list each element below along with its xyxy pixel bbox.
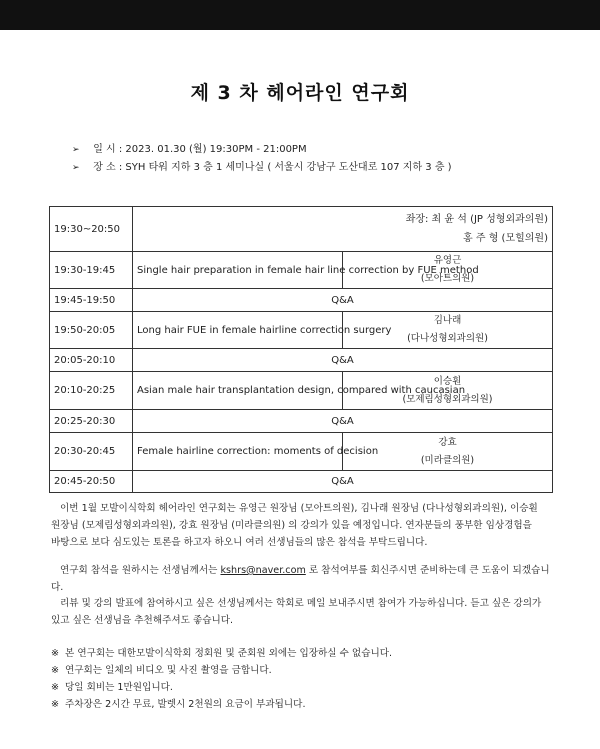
intro-line-2: 원장님 (모제림성형외과의원), 강효 원장님 (미라클의원) 의 강의가 있을 예정입니다. 연자분들의 풍부한 임상경험을 bbox=[51, 520, 532, 531]
note-text: 주차장은 2시간 무료, 발렛시 2천원의 요금이 부과됩니다. bbox=[65, 699, 306, 710]
table-row bbox=[50, 410, 553, 433]
reference-mark-icon: ※ bbox=[51, 699, 60, 710]
note-text: 당일 회비는 1만원입니다. bbox=[65, 682, 173, 693]
qa-cell: Q&A bbox=[133, 349, 553, 372]
note-text: 연구회는 일체의 비디오 및 사진 촬영을 금합니다. bbox=[65, 665, 272, 676]
rsvp-text-after: 로 참석여부를 회신주시면 준비하는데 큰 도움이 되겠습니다. bbox=[51, 565, 550, 593]
chair-line-2: 홍 주 형 (모힐의원) bbox=[463, 233, 548, 244]
topic-cell: Long hair FUE in female hairline correction surgery bbox=[133, 312, 343, 349]
reference-mark-icon: ※ bbox=[51, 665, 60, 676]
topic-cell: Female hairline correction: moments of decision bbox=[133, 433, 343, 471]
speaker-affiliation: (다나성형외과의원) bbox=[407, 333, 488, 344]
qa-cell: Q&A bbox=[133, 471, 553, 493]
time-cell: 19:50-20:05 bbox=[50, 312, 133, 349]
speaker-name: 이승훤 bbox=[433, 375, 462, 387]
arrow-bullet-icon: ➢ bbox=[72, 163, 80, 173]
date-label: 일 시 : bbox=[93, 144, 123, 155]
reference-mark-icon: ※ bbox=[51, 648, 60, 659]
time-cell: 20:45-20:50 bbox=[50, 471, 133, 493]
email-link[interactable]: kshrs@naver.com bbox=[220, 565, 306, 576]
time-cell: 20:30-20:45 bbox=[50, 433, 133, 471]
document-page bbox=[0, 30, 600, 749]
intro-line-3: 바탕으로 보다 심도있는 토론을 하고자 하오니 여러 선생님들의 많은 참석을 부탁드립니다. bbox=[51, 537, 428, 548]
intro-paragraph bbox=[51, 500, 551, 551]
table-row bbox=[50, 312, 553, 349]
document-title: 제 3 차 헤어라인 연구회 bbox=[190, 82, 410, 104]
rsvp-paragraph bbox=[51, 562, 551, 596]
participation-paragraph bbox=[51, 595, 551, 629]
participation-line-2: 있고 싶은 선생님을 추천해주셔도 좋습니다. bbox=[51, 615, 234, 626]
time-cell: 20:25-20:30 bbox=[50, 410, 133, 433]
speaker-affiliation: (모제림성형외과의원) bbox=[402, 393, 493, 405]
time-cell: 20:10-20:25 bbox=[50, 372, 133, 410]
note-item bbox=[51, 696, 306, 710]
reference-mark-icon: ※ bbox=[51, 682, 60, 693]
speaker-name: 김나래 bbox=[433, 315, 462, 326]
info-place bbox=[72, 158, 452, 173]
time-cell: 19:30-19:45 bbox=[50, 252, 133, 289]
chair-cell bbox=[133, 207, 553, 252]
intro-line-1: 이번 1월 모발이식학회 헤어라인 연구회는 유영근 원장님 (모아트의원), 김나래 원장님 (다나성형외과의원), 이승훤 bbox=[60, 503, 538, 514]
time-cell: 19:45-19:50 bbox=[50, 289, 133, 312]
time-cell: 20:05-20:10 bbox=[50, 349, 133, 372]
speaker-affiliation: (미라클의원) bbox=[420, 454, 475, 466]
table-row bbox=[50, 433, 553, 471]
place-value: SYH 타워 지하 3 층 1 세미나실 ( 서울시 강남구 도산대로 107 지하 3 층 ) bbox=[125, 162, 452, 173]
topic-cell: Single hair preparation in female hair line correction by FUE method bbox=[133, 252, 343, 289]
speaker-name: 유영근 bbox=[433, 255, 462, 266]
speaker-name: 강효 bbox=[438, 436, 457, 448]
rsvp-text-before: 연구회 참석을 원하시는 선생님께서는 bbox=[60, 565, 221, 576]
top-bar bbox=[0, 0, 600, 30]
note-item bbox=[51, 645, 392, 659]
arrow-bullet-icon: ➢ bbox=[72, 145, 80, 155]
note-item bbox=[51, 662, 272, 676]
info-date bbox=[72, 140, 307, 155]
topic-cell: Asian male hair transplantation design, compared with caucasian bbox=[133, 372, 343, 410]
table-row bbox=[50, 252, 553, 289]
chair-line-1: 좌장: 최 윤 석 (JP 성형외과의원) bbox=[405, 214, 548, 225]
speaker-affiliation: (모아트의원) bbox=[420, 273, 475, 284]
note-text: 본 연구회는 대한모발이식학회 정회원 및 준회원 외에는 입장하실 수 없습니다. bbox=[65, 648, 393, 659]
table-row bbox=[50, 372, 553, 410]
table-row-chair bbox=[50, 207, 553, 252]
time-cell: 19:30~20:50 bbox=[50, 207, 133, 252]
participation-line-1: 리뷰 및 강의 발표에 참여하시고 싶은 선생님께서는 학회로 메일 보내주시면 참여가 가능하십니다. 듣고 싶은 강의가 bbox=[60, 598, 542, 609]
place-label: 장 소 : bbox=[93, 162, 123, 173]
table-row bbox=[50, 471, 553, 493]
date-value: 2023. 01.30 (월) 19:30PM - 21:00PM bbox=[125, 144, 307, 155]
qa-cell: Q&A bbox=[133, 289, 553, 312]
schedule-table bbox=[49, 206, 553, 493]
table-row bbox=[50, 289, 553, 312]
note-item bbox=[51, 679, 173, 693]
table-row bbox=[50, 349, 553, 372]
qa-cell: Q&A bbox=[133, 410, 553, 433]
